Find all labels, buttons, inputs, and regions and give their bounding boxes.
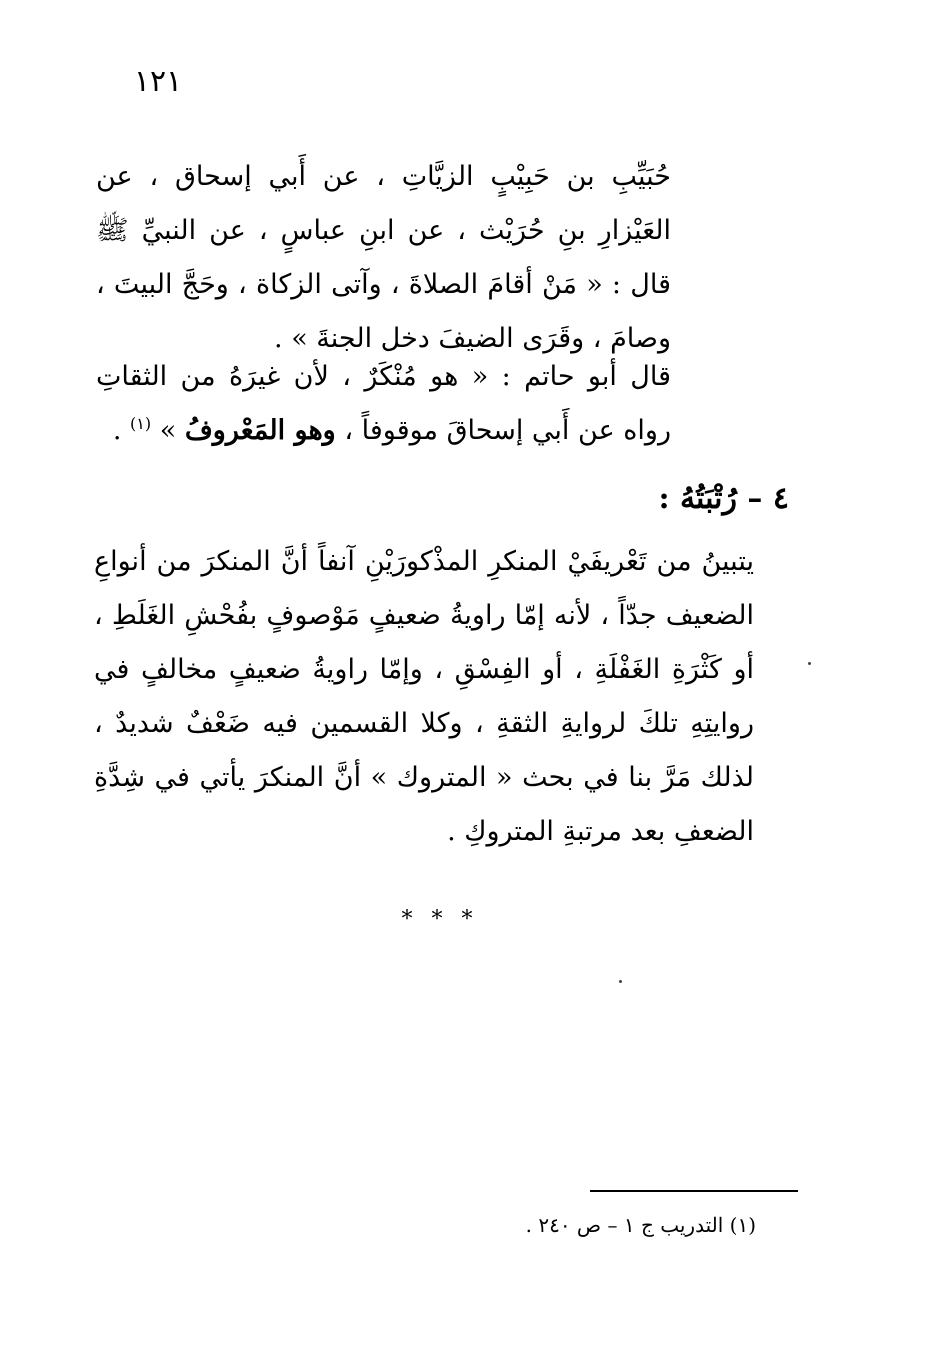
footnote-reference: (١) (130, 414, 152, 433)
section-separator: * * * (401, 907, 479, 932)
closing-quote: » (159, 415, 177, 446)
footnote-1: (١) التدريب ج ١ – ص ٢٤٠ . (525, 1213, 756, 1237)
scan-speck (619, 980, 622, 983)
section-heading: ٤ – رُتْبَتُهُ : (658, 481, 789, 516)
scan-speck (808, 662, 811, 665)
page-number: ١٢١ (133, 64, 183, 99)
abu-hatim-paragraph (96, 350, 671, 458)
rank-paragraph: يتبينُ من تَعْريفَيْ المنكرِ المذْكورَيْنِ آنفاً أنَّ المنكرَ من أنواعِ الضعيف جدّاً ، لأنه إمّا راويةُ ضعيفٍ مَوْصوفٍ بفُحْشِ الغَلَطِ ، أو كَثْرَةِ الغَفْلَةِ ، أو الفِسْقِ ، وإمّا راويةُ ضعيفٍ مخالفٍ في روايتِهِ تلكَ لروايةِ الثقةِ ، وكلا القسمين فيه ضَعْفٌ شديدٌ ، لذلك مَرَّ بنا في بحث « المتروك » أنَّ المنكرَ يأتي في شِدَّةِ الضعفِ بعد مرتبةِ المتروكِ . (94, 546, 754, 847)
bold-phrase: وهو المَعْروفُ (184, 415, 336, 446)
footnote-divider (590, 1190, 798, 1192)
sentence-end: . (112, 415, 122, 446)
hadith-paragraph: حُبَيِّبِ بن حَبِيْبٍ الزيَّاتِ ، عن أَبي إسحاق ، عن العَيْزارِ بنِ حُرَيْث ، عن ابنِ عباسٍ ، عن النبيِّ ﷺ قال : « مَنْ أقامَ الصلاةَ ، وآتى الزكاة ، وحَجَّ البيتَ ، وصامَ ، وقَرَى الضيفَ دخل الجنةَ » . (96, 161, 671, 354)
abu-hatim-text: قال أبو حاتم : « هو مُنْكَرٌ ، لأن غيرَهُ من الثقاتِ رواه عن أَبي إسحاقَ موقوفاً ، (96, 361, 671, 446)
